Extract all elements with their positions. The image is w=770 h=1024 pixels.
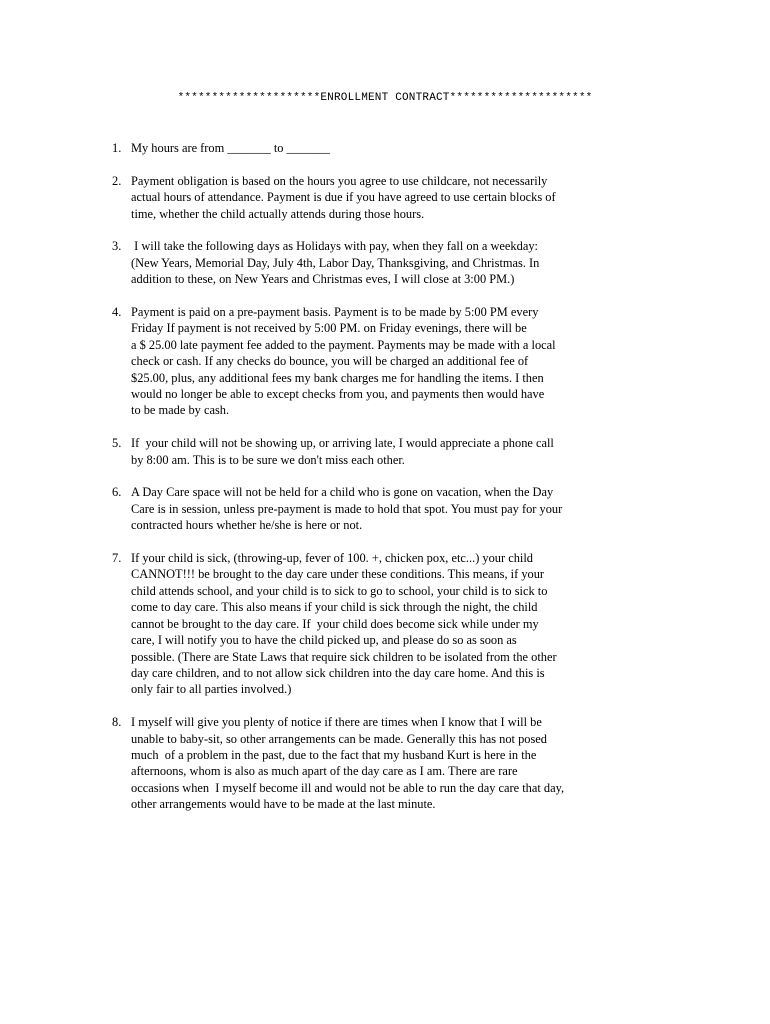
term-line: day care children, and to not allow sick children into the day care home. And this is <box>131 665 545 680</box>
term-line: care, I will notify you to have the child picked up, and please do so as soon as <box>131 633 517 648</box>
term-line: (New Years, Memorial Day, July 4th, Labor Day, Thanksgiving, and Christmas. In <box>131 255 540 270</box>
term-number: 2. <box>112 173 122 188</box>
term-line: much of a problem in the past, due to the fact that my husband Kurt is here in the <box>131 747 537 762</box>
term-line: addition to these, on New Years and Christmas eves, I will close at 3:00 PM.) <box>131 272 515 287</box>
contract-term-5 <box>112 435 632 468</box>
term-line: unable to baby-sit, so other arrangements can be made. Generally this has not posed <box>131 731 547 746</box>
term-number: 8. <box>112 715 122 730</box>
term-line: actual hours of attendance. Payment is due if you have agreed to use certain blocks of <box>131 190 556 205</box>
term-line: If your child is sick, (throwing-up, fever of 100. +, chicken pox, etc...) your child <box>131 551 534 566</box>
term-line: A Day Care space will not be held for a child who is gone on vacation, when the Day <box>131 485 554 500</box>
term-line: possible. (There are State Laws that require sick children to be isolated from the other <box>131 649 557 664</box>
term-number: 1. <box>112 141 122 155</box>
term-line: Friday If payment is not received by 5:00 PM. on Friday evenings, there will be <box>131 321 527 336</box>
term-line: Payment obligation is based on the hours you agree to use childcare, not necessarily <box>131 173 548 188</box>
contract-term-1 <box>112 140 632 156</box>
term-line: cannot be brought to the day care. If your child does become sick while under my <box>131 616 539 631</box>
term-number: 7. <box>112 551 122 566</box>
term-number: 3. <box>112 239 122 254</box>
term-line: Payment is paid on a pre-payment basis. Payment is to be made by 5:00 PM every <box>131 305 539 320</box>
contract-term-7 <box>112 550 632 698</box>
term-line: would no longer be able to except checks from you, and payments then would have <box>131 387 545 402</box>
term-line: If your child will not be showing up, or arriving late, I would appreciate a phone call <box>131 436 554 451</box>
term-number: 6. <box>112 485 122 500</box>
term-line: time, whether the child actually attends during those hours. <box>131 206 425 221</box>
term-line: only fair to all parties involved.) <box>131 682 292 697</box>
term-line: child attends school, and your child is to sick to go to school, your child is to sick to <box>131 583 548 598</box>
term-line: I will take the following days as Holidays with pay, when they fall on a weekday: <box>131 239 538 254</box>
term-line: My hours are from _______ to _______ <box>131 141 330 155</box>
term-line: to be made by cash. <box>131 403 230 418</box>
contract-term-8 <box>112 714 632 812</box>
term-line: a $ 25.00 late payment fee added to the payment. Payments may be made with a local <box>131 337 556 352</box>
contract-term-3 <box>112 238 632 287</box>
document-title: *********************ENROLLMENT CONTRACT********************* <box>177 92 593 104</box>
contract-term-6 <box>112 484 632 533</box>
term-line: come to day care. This also means if your child is sick through the night, the child <box>131 600 538 615</box>
term-line: contracted hours whether he/she is here or not. <box>131 518 363 533</box>
term-line: by 8:00 am. This is to be sure we don't miss each other. <box>131 452 405 467</box>
term-line: $25.00, plus, any additional fees my bank charges me for handling the items. I then <box>131 370 544 385</box>
term-line: check or cash. If any checks do bounce, you will be charged an additional fee of <box>131 354 529 369</box>
term-number: 5. <box>112 436 122 451</box>
contract-terms-list <box>112 140 632 829</box>
term-line: Care is in session, unless pre-payment is made to hold that spot. You must pay for your <box>131 501 563 516</box>
contract-term-2 <box>112 173 632 222</box>
term-line: afternoons, whom is also as much apart of the day care as I am. There are rare <box>131 764 518 779</box>
term-number: 4. <box>112 305 122 320</box>
term-line: I myself will give you plenty of notice if there are times when I know that I will be <box>131 715 542 730</box>
term-line: CANNOT!!! be brought to the day care under these conditions. This means, if your <box>131 567 545 582</box>
contract-term-4 <box>112 304 632 419</box>
term-line: occasions when I myself become ill and would not be able to run the day care that day, <box>131 780 565 795</box>
term-line: other arrangements would have to be made at the last minute. <box>131 797 436 812</box>
